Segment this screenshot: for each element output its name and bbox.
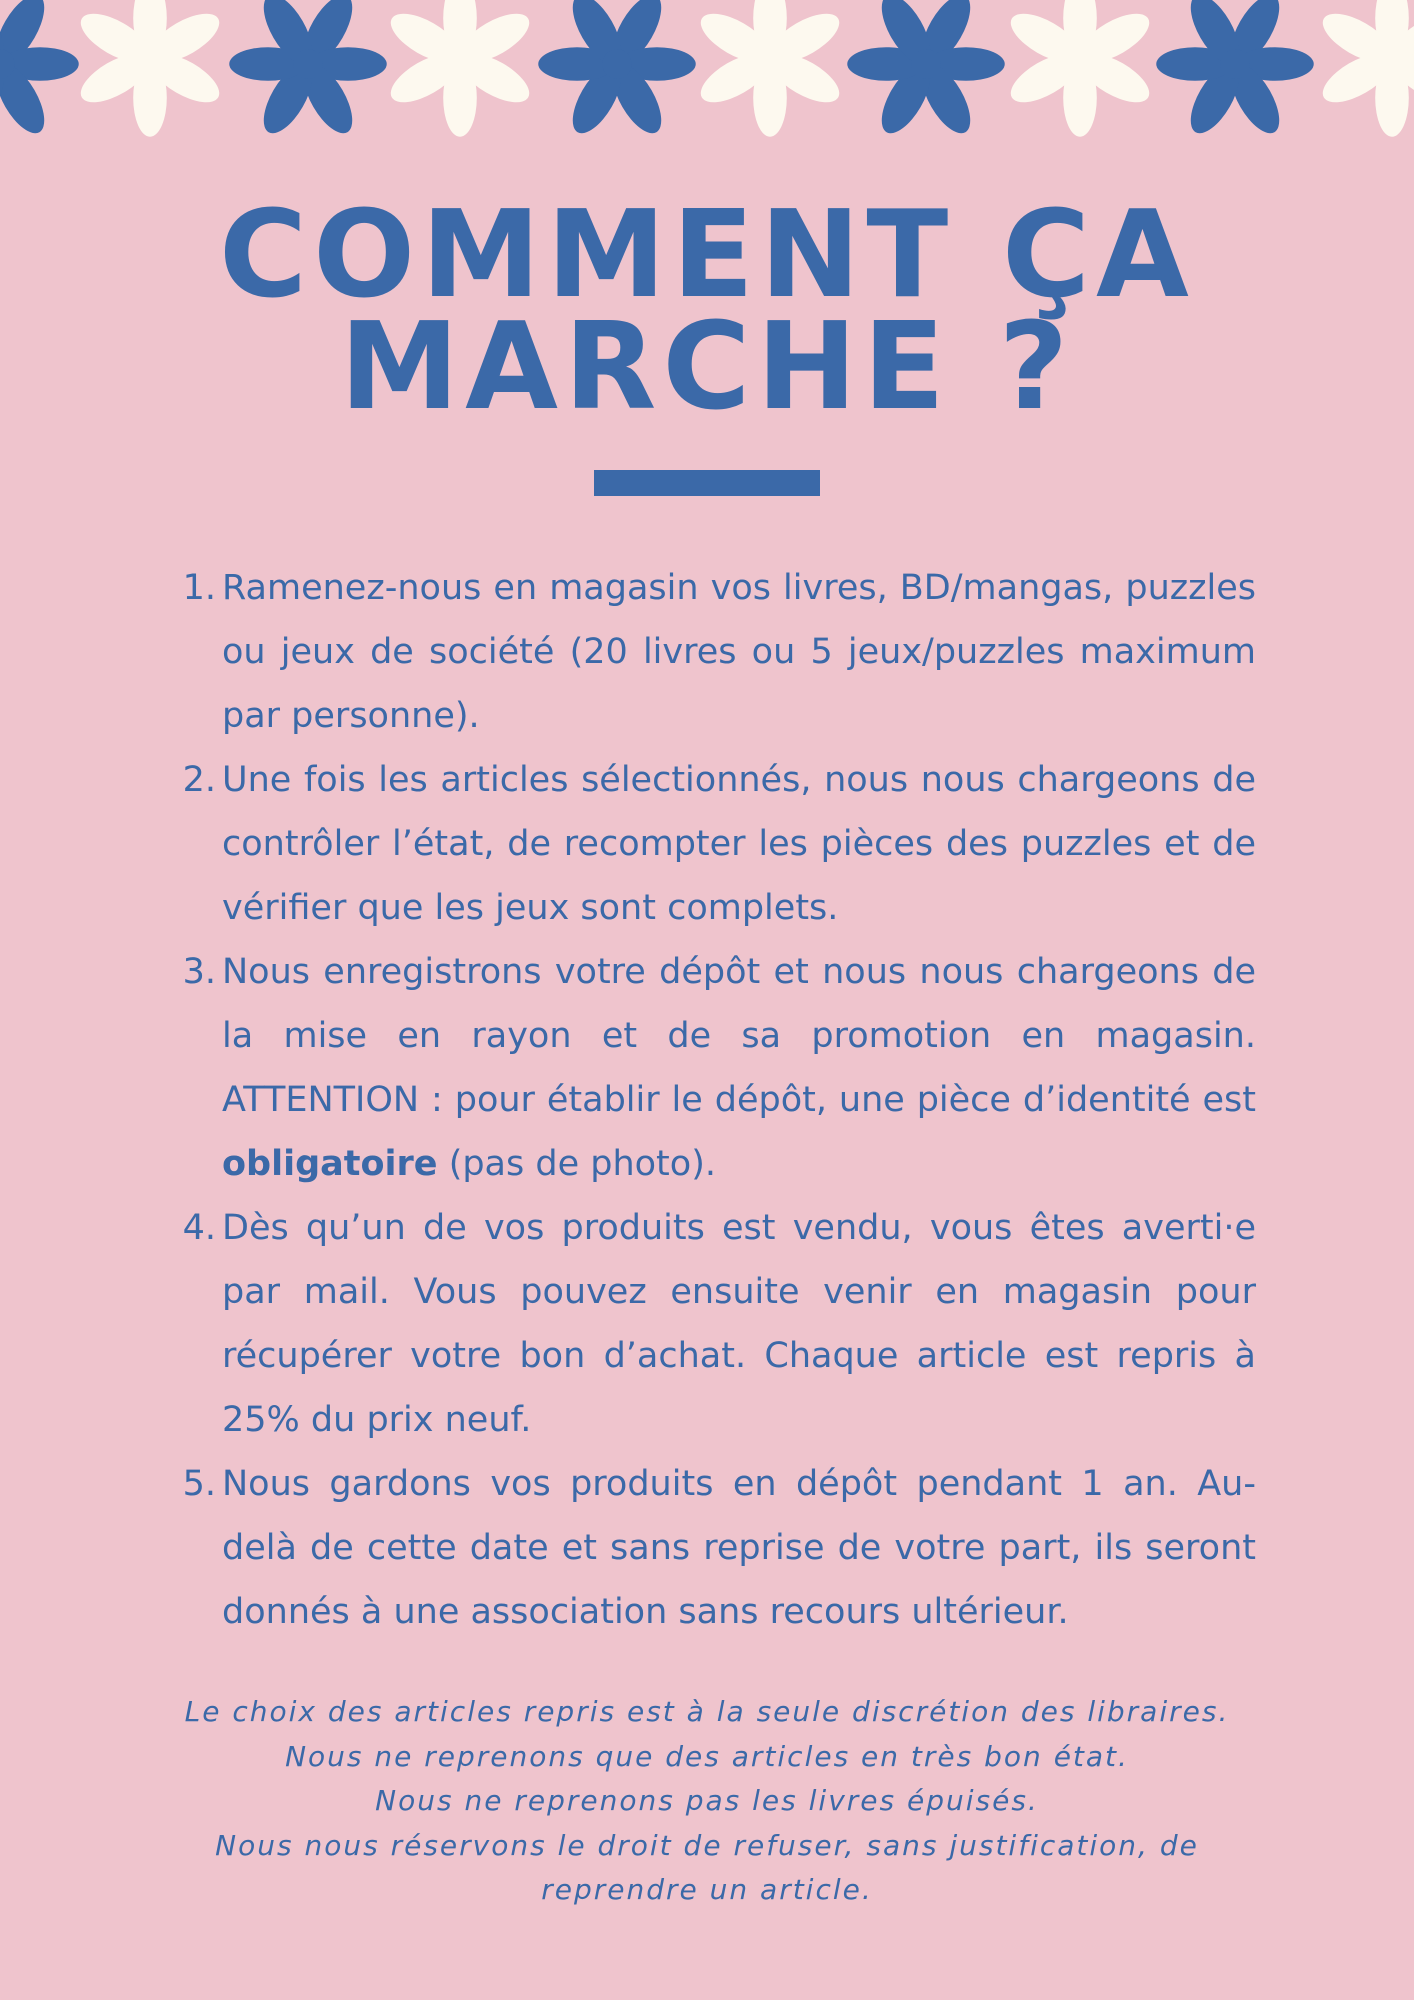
step-item bbox=[170, 1452, 1256, 1644]
flower-border bbox=[0, 0, 1414, 150]
note-line: Nous ne reprenons pas les livres épuisés. bbox=[375, 1784, 1039, 1817]
note-line: Le choix des articles repris est à la seule discrétion des libraires. bbox=[184, 1695, 1230, 1728]
step-text-after: (pas de photo). bbox=[448, 1144, 716, 1184]
blue-flower-icon bbox=[511, 0, 722, 150]
white-flower-icon bbox=[1003, 0, 1156, 137]
blue-flower-icon bbox=[202, 0, 413, 150]
steps-list bbox=[170, 556, 1256, 1644]
white-flower-icon bbox=[383, 0, 536, 137]
page-title bbox=[0, 186, 1414, 437]
blue-flower-icon bbox=[1129, 0, 1340, 150]
step-number: 5. bbox=[182, 1464, 216, 1504]
step-emphasis: obligatoire bbox=[222, 1144, 438, 1184]
note-line: reprendre un article. bbox=[541, 1873, 873, 1906]
step-item bbox=[170, 1196, 1256, 1452]
note-line: Nous ne reprenons que des articles en très bon état. bbox=[285, 1739, 1129, 1773]
step-item bbox=[170, 940, 1256, 1196]
step-item bbox=[170, 748, 1256, 940]
step-number: 3. bbox=[182, 952, 216, 992]
step-text: Une fois les articles sélectionnés, nous nous chargeons de contrôler l’état, de recompter les pièces des puzzles et de vérifier que les jeux sont complets. bbox=[222, 760, 1256, 928]
step-text: Nous gardons vos produits en dépôt pendant 1 an. Au-delà de cette date et sans reprise de votre part, ils seront donnés à une association sans recours ultérieur. bbox=[222, 1464, 1256, 1632]
step-text: Nous enregistrons votre dépôt et nous nous chargeons de la mise en rayon et de sa promotion en magasin. ATTENTION : pour établir le dépôt, une pièce d’identité est bbox=[222, 952, 1256, 1120]
step-number: 4. bbox=[182, 1208, 216, 1248]
blue-flower-icon bbox=[820, 0, 1031, 150]
white-flower-icon bbox=[693, 0, 846, 137]
step-item bbox=[170, 556, 1256, 748]
white-flower-icon bbox=[1315, 0, 1414, 137]
step-text: Dès qu’un de vos produits est vendu, vous êtes averti·e par mail. Vous pouvez ensuite venir en magasin pour récupérer votre bon d’achat. Chaque article est repris à 25% du prix neuf. bbox=[222, 1208, 1256, 1440]
title-underline bbox=[594, 470, 820, 496]
disclaimer-notes bbox=[100, 1690, 1314, 1913]
step-text: Ramenez-nous en magasin vos livres, BD/mangas, puzzles ou jeux de société (20 livres ou 5 jeux/puzzles maximum par personne). bbox=[222, 568, 1256, 736]
step-number: 1. bbox=[182, 568, 216, 608]
note-line: Nous nous réservons le droit de refuser, sans justification, de bbox=[215, 1828, 1199, 1862]
title-line-2: MARCHE ? bbox=[339, 298, 1075, 437]
white-flower-icon bbox=[73, 0, 226, 137]
title-line-1: COMMENT ÇA bbox=[219, 186, 1195, 325]
step-number: 2. bbox=[182, 760, 216, 800]
